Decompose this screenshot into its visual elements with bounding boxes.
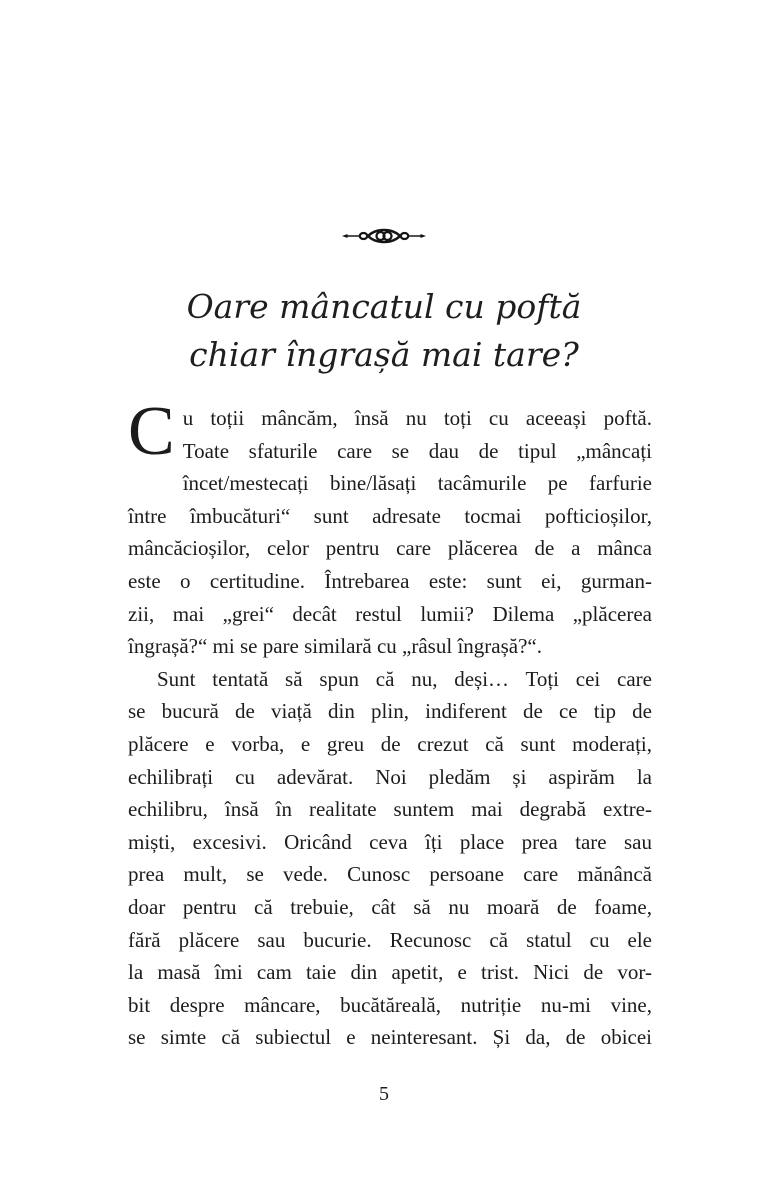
text-line: se bucură de viață din plin, indiferent de ce tip de — [128, 699, 652, 724]
text-line: bit despre mâncare, bucătăreală, nutriție nu-mi vine, — [128, 992, 652, 1017]
page-number: 5 — [379, 1083, 389, 1105]
text-line: plăcere e vorba, e greu de crezut că sunt moderați, — [128, 731, 652, 756]
chapter-title-line-1: Oare mâncatul cu poftă — [186, 287, 582, 326]
ornament-divider — [0, 228, 768, 244]
drop-cap: C — [128, 393, 175, 470]
chapter-title-line-2: chiar îngrașă mai tare? — [189, 335, 579, 374]
text-line: Toate sfaturile care se dau de tipul „mâncați — [182, 438, 652, 463]
text-line: fără plăcere sau bucurie. Recunosc că statul cu ele — [128, 927, 652, 952]
text-line: se simte că subiectul e neinteresant. Și da, de obicei — [128, 1025, 652, 1050]
chapter-title — [0, 283, 768, 379]
text-line: între îmbucături“ sunt adresate tocmai pofticioșilor, — [128, 503, 652, 528]
text-line: u toții mâncăm, însă nu toți cu aceeași poftă. — [182, 406, 652, 430]
text-line: încet/mestecați bine/lăsați tacâmurile pe farfurie — [182, 471, 652, 496]
text-line: prea mult, se vede. Cunosc persoane care mănâncă — [128, 862, 652, 887]
text-line: echilibrați cu adevărat. Noi pledăm și aspirăm la — [128, 764, 652, 789]
text-line: doar pentru că trebuie, cât să nu moară de foame, — [128, 894, 652, 919]
text-line: este o certitudine. Întrebarea este: sunt ei, gurman- — [128, 568, 652, 593]
eye-fleuron-icon — [341, 228, 427, 244]
text-line: mâncăcioșilor, celor pentru care plăcerea de a mânca — [128, 536, 652, 561]
paragraph — [128, 393, 652, 663]
text-line: îngrașă?“ mi se pare similară cu „râsul îngrașă?“. — [128, 634, 542, 659]
text-line: echilibru, însă în realitate suntem mai degrabă extre- — [128, 797, 652, 822]
body-text — [128, 393, 652, 1054]
paragraph — [128, 663, 652, 1054]
text-line: Sunt tentată să spun că nu, deși… Toți cei care — [157, 666, 652, 691]
text-line: la masă îmi cam taie din apetit, e trist. Nici de vor- — [128, 960, 652, 985]
text-line: zii, mai „grei“ decât restul lumii? Dilema „plăcerea — [128, 601, 652, 626]
text-line: miști, excesivi. Oricând ceva îți place prea tare sau — [128, 829, 652, 854]
